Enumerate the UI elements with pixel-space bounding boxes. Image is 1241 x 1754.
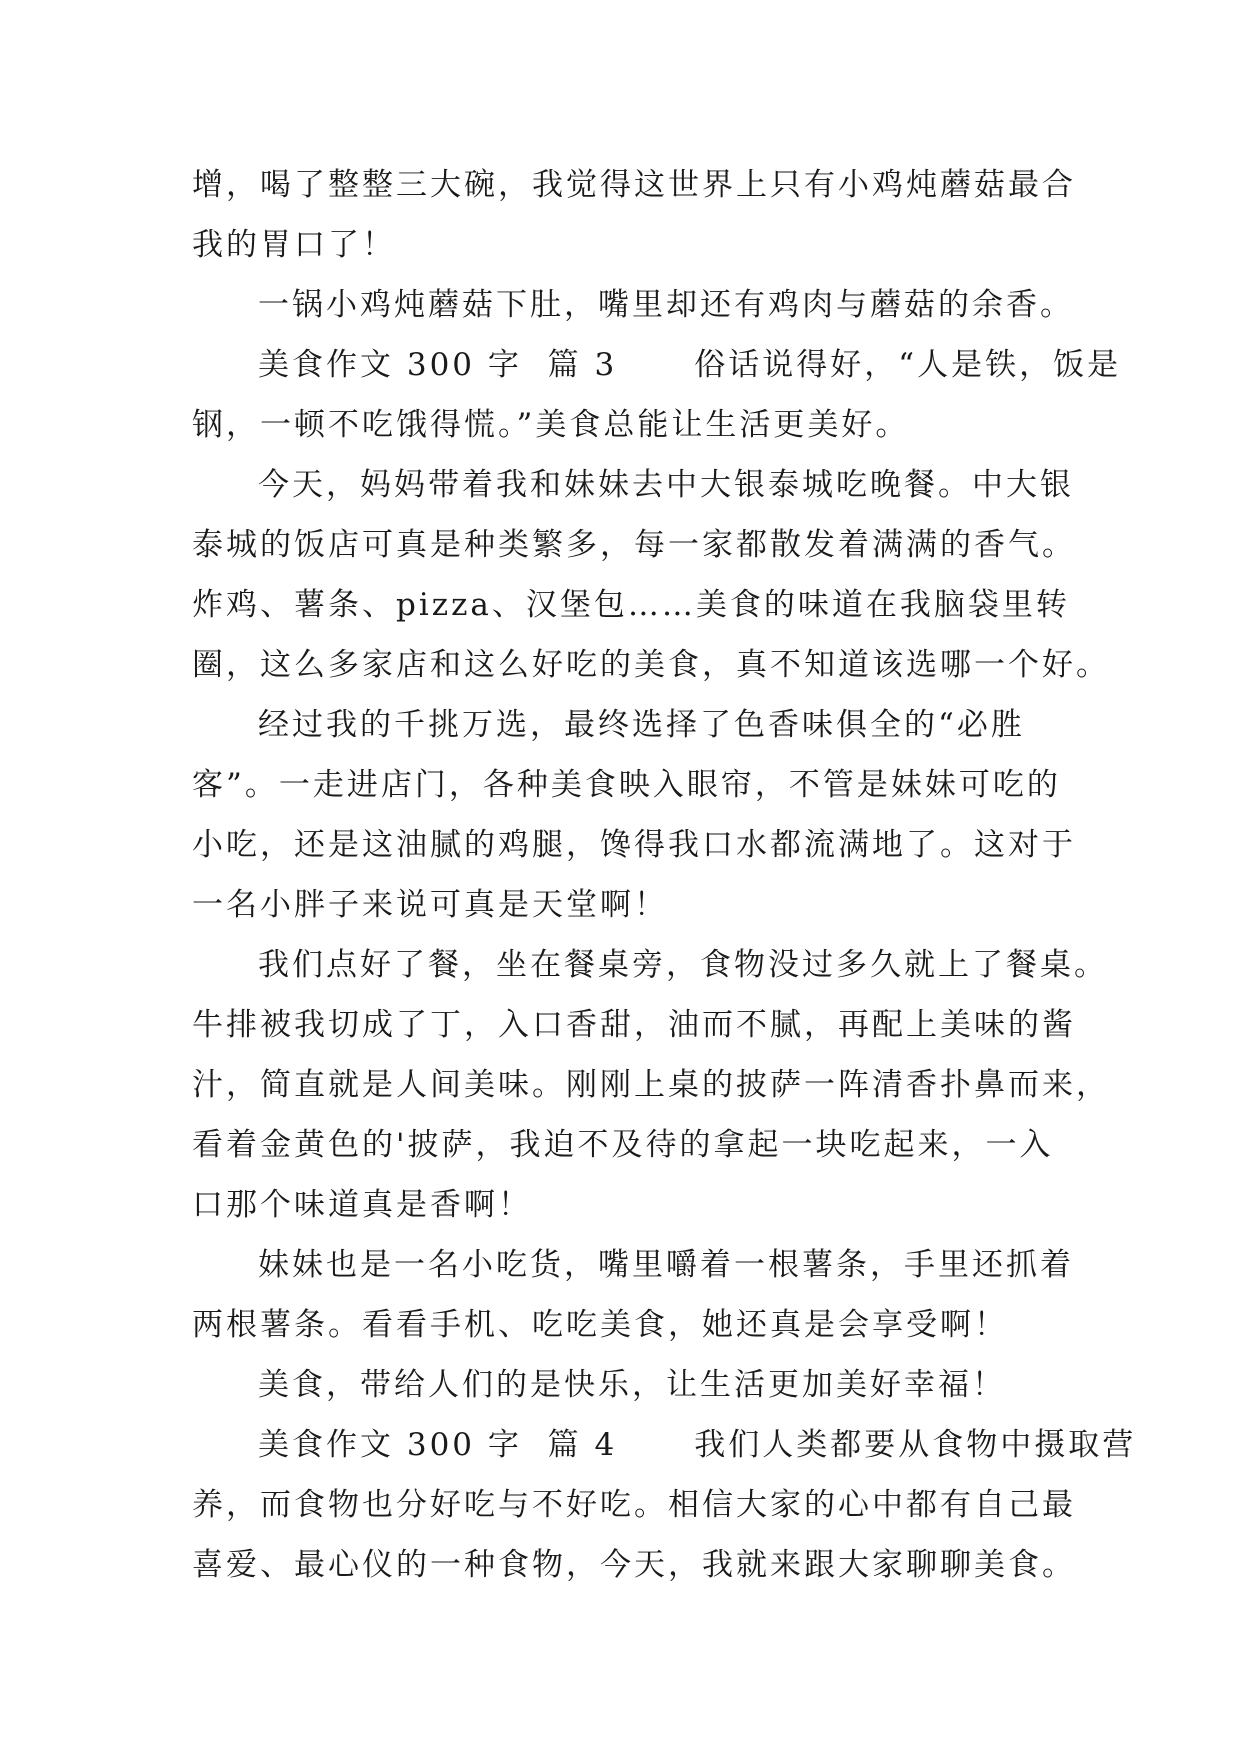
text-line: 炸鸡、薯条、pizza、汉堡包……美食的味道在我脑袋里转 — [192, 587, 1070, 623]
text-line: 汁，简直就是人间美味。刚刚上桌的披萨一阵清香扑鼻而来， — [192, 1067, 1110, 1103]
text-line: 看着金黄色的'披萨，我迫不及待的拿起一块吃起来，一入 — [192, 1127, 1054, 1163]
text-line: 我们点好了餐，坐在餐桌旁，食物没过多久就上了餐桌。 — [258, 947, 1108, 983]
text-line: 口那个味道真是香啊！ — [192, 1187, 532, 1223]
text-line: 两根薯条。看看手机、吃吃美食，她还真是会享受啊！ — [192, 1307, 1008, 1343]
text-line: 一名小胖子来说可真是天堂啊！ — [192, 887, 668, 923]
text-line: 泰城的饭店可真是种类繁多，每一家都散发着满满的香气。 — [192, 527, 1076, 563]
essay-heading-line: 美食作文 300 字 篇 4 我们人类都要从食物中摄取营 — [258, 1427, 1137, 1463]
text-line: 增，喝了整整三大碗，我觉得这世界上只有小鸡炖蘑菇最合 — [192, 167, 1076, 203]
essay-heading-line: 美食作文 300 字 篇 3 俗话说得好，“人是铁，饭是 — [258, 347, 1122, 383]
text-line: 钢，一顿不吃饿得慌。”美食总能让生活更美好。 — [192, 407, 910, 443]
text-line: 一锅小鸡炖蘑菇下肚，嘴里却还有鸡肉与蘑菇的余香。 — [258, 287, 1074, 323]
text-line: 牛排被我切成了丁，入口香甜，油而不腻，再配上美味的酱 — [192, 1007, 1076, 1043]
text-line: 经过我的千挑万选，最终选择了色香味俱全的“必胜 — [258, 707, 1025, 743]
text-line: 我的胃口了！ — [192, 227, 396, 263]
text-line: 圈，这么多家店和这么好吃的美食，真不知道该选哪一个好。 — [192, 647, 1110, 683]
text-line: 养，而食物也分好吃与不好吃。相信大家的心中都有自己最 — [192, 1487, 1076, 1523]
text-line: 小吃，还是这油腻的鸡腿，馋得我口水都流满地了。这对于 — [192, 827, 1076, 863]
text-line: 妹妹也是一名小吃货，嘴里嚼着一根薯条，手里还抓着 — [258, 1247, 1074, 1283]
text-line: 喜爱、最心仪的一种食物，今天，我就来跟大家聊聊美食。 — [192, 1547, 1076, 1583]
text-line: 今天，妈妈带着我和妹妹去中大银泰城吃晚餐。中大银 — [258, 467, 1074, 503]
text-line: 美食，带给人们的是快乐，让生活更加美好幸福！ — [258, 1367, 1006, 1403]
essay-body — [192, 155, 1137, 1595]
text-line: 客”。一走进店门，各种美食映入眼帘，不管是妹妹可吃的 — [192, 767, 1061, 803]
